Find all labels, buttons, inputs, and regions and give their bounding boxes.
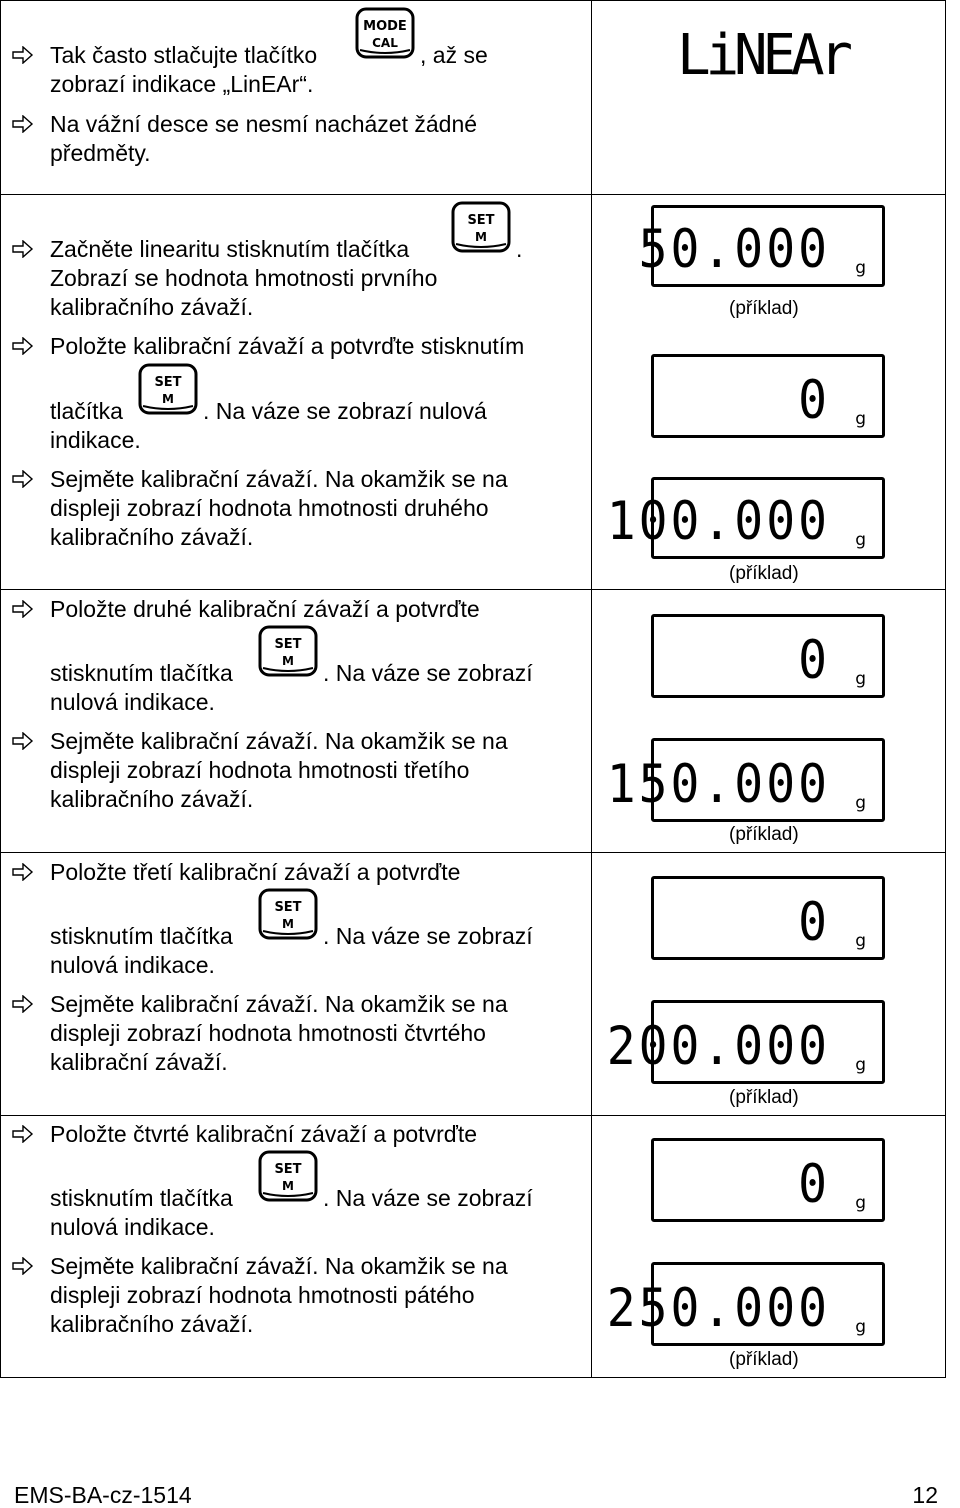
display-value: 200.000 — [606, 1015, 830, 1078]
arrow-right-icon — [12, 995, 34, 1013]
arrow-right-icon — [12, 1257, 34, 1275]
step-text: nulová indikace. — [50, 1214, 215, 1240]
svg-text:SET: SET — [274, 1162, 302, 1177]
row-divider — [0, 1115, 946, 1116]
svg-text:SET: SET — [154, 375, 182, 390]
step-text: . — [516, 236, 523, 262]
step-text: kalibračního závaží. — [50, 294, 254, 320]
step-text: kalibračního závaží. — [50, 786, 254, 812]
step-text: displeji zobrazí hodnota hmotnosti čtvrtého — [50, 1020, 486, 1046]
table-border-bottom — [0, 1377, 946, 1378]
document-id: EMS-BA-cz-1514 — [14, 1482, 192, 1508]
step-text: displeji zobrazí hodnota hmotnosti pátého — [50, 1282, 475, 1308]
arrow-right-icon — [12, 240, 34, 258]
step-text: Na vážní desce se nesmí nacházet žádné — [50, 111, 478, 137]
display-value: 0 — [798, 1153, 830, 1216]
step-text: Sejměte kalibrační závaží. Na okamžik se na — [50, 728, 508, 754]
step-text: stisknutím tlačítka — [50, 660, 233, 686]
step-text: Položte čtvrté kalibrační závaží a potvrďte — [50, 1121, 478, 1147]
display-value: 150.000 — [606, 753, 830, 816]
example-caption: (příklad) — [729, 824, 799, 845]
arrow-right-icon — [12, 470, 34, 488]
step-text: Sejměte kalibrační závaží. Na okamžik se na — [50, 1253, 508, 1279]
display-unit: g — [855, 258, 866, 278]
display-unit: g — [855, 530, 866, 550]
step-text: . Na váze se zobrazí — [323, 1185, 533, 1211]
set-m-key-icon — [137, 362, 199, 418]
set-m-key-icon — [257, 887, 319, 943]
set-m-key-icon — [257, 624, 319, 680]
step-text: kalibračního závaží. — [50, 1311, 254, 1337]
svg-text:M: M — [282, 1179, 294, 1193]
lcd-display — [651, 876, 885, 960]
display-unit: g — [855, 793, 866, 813]
step-text: Položte třetí kalibrační závaží a potvrďte — [50, 859, 461, 885]
table-border-top — [0, 0, 946, 1]
linear-display — [675, 22, 860, 84]
display-value: 0 — [798, 891, 830, 954]
step-text: zobrazí indikace „LinEAr“. — [50, 71, 314, 97]
display-unit: g — [855, 409, 866, 429]
arrow-right-icon — [12, 337, 34, 355]
display-unit: g — [855, 1055, 866, 1075]
step-text: displeji zobrazí hodnota hmotnosti druhého — [50, 495, 489, 521]
step-text: nulová indikace. — [50, 952, 215, 978]
display-unit: g — [855, 1317, 866, 1337]
lcd-display — [606, 1000, 885, 1084]
display-unit: g — [855, 669, 866, 689]
svg-text:M: M — [282, 917, 294, 931]
step-text: Položte kalibrační závaží a potvrďte stisknutím — [50, 333, 525, 359]
svg-text:SET: SET — [467, 213, 495, 228]
arrow-right-icon — [12, 1125, 34, 1143]
step-text: Zobrazí se hodnota hmotnosti prvního — [50, 265, 438, 291]
step-text: předměty. — [50, 140, 151, 166]
mode-cal-key-icon — [354, 6, 416, 62]
lcd-display — [606, 477, 885, 559]
arrow-right-icon — [12, 863, 34, 881]
page-number: 12 — [912, 1482, 938, 1508]
step-text: tlačítka — [50, 398, 123, 424]
arrow-right-icon — [12, 115, 34, 133]
step-text: kalibrační závaží. — [50, 1049, 228, 1075]
step-text: . Na váze se zobrazí — [323, 923, 533, 949]
step-text: Sejměte kalibrační závaží. Na okamžik se na — [50, 466, 508, 492]
display-value: 50.000 — [638, 218, 830, 281]
lcd-display — [651, 614, 885, 698]
svg-text:M: M — [475, 230, 487, 244]
step-text: stisknutím tlačítka — [50, 923, 233, 949]
step-text: Tak často stlačujte tlačítko — [50, 42, 318, 68]
display-value: 0 — [798, 629, 830, 692]
display-unit: g — [855, 1193, 866, 1213]
table-border-left — [0, 0, 1, 1378]
step-text: . Na váze se zobrazí nulová — [203, 398, 487, 424]
svg-text:MODE: MODE — [363, 19, 407, 34]
display-value: 250.000 — [606, 1277, 830, 1340]
svg-text:M: M — [282, 654, 294, 668]
step-text: . Na váze se zobrazí — [323, 660, 533, 686]
svg-text:SET: SET — [274, 637, 302, 652]
lcd-display — [651, 354, 885, 438]
set-m-key-icon — [450, 200, 512, 256]
arrow-right-icon — [12, 46, 34, 64]
step-text: , až se — [420, 42, 488, 68]
step-text: Sejměte kalibrační závaží. Na okamžik se na — [50, 991, 508, 1017]
step-text: Začněte linearitu stisknutím tlačítka — [50, 236, 410, 262]
display-unit: g — [855, 931, 866, 951]
set-m-key-icon — [257, 1149, 319, 1205]
column-divider — [591, 0, 592, 1378]
step-text: indikace. — [50, 427, 141, 453]
display-value: 100.000 — [606, 490, 830, 553]
table-border-right — [945, 0, 946, 1378]
step-text: kalibračního závaží. — [50, 524, 254, 550]
example-caption: (příklad) — [729, 1087, 799, 1108]
step-text: stisknutím tlačítka — [50, 1185, 233, 1211]
row-divider — [0, 852, 946, 853]
lcd-display — [651, 1138, 885, 1222]
svg-text:LiNEAr: LiNEAr — [677, 23, 857, 84]
row-divider — [0, 194, 946, 195]
svg-text:SET: SET — [274, 900, 302, 915]
example-caption: (příklad) — [729, 563, 799, 584]
arrow-right-icon — [12, 600, 34, 618]
lcd-display — [638, 205, 885, 287]
example-caption: (příklad) — [729, 1349, 799, 1370]
svg-text:M: M — [162, 392, 174, 406]
example-caption: (příklad) — [729, 298, 799, 319]
step-text: nulová indikace. — [50, 689, 215, 715]
step-text: displeji zobrazí hodnota hmotnosti třetího — [50, 757, 470, 783]
lcd-display — [606, 738, 885, 822]
display-value: 0 — [798, 369, 830, 432]
step-text: Položte druhé kalibrační závaží a potvrďte — [50, 596, 480, 622]
arrow-right-icon — [12, 732, 34, 750]
svg-text:CAL: CAL — [372, 36, 398, 50]
lcd-display — [606, 1262, 885, 1346]
row-divider — [0, 589, 946, 590]
